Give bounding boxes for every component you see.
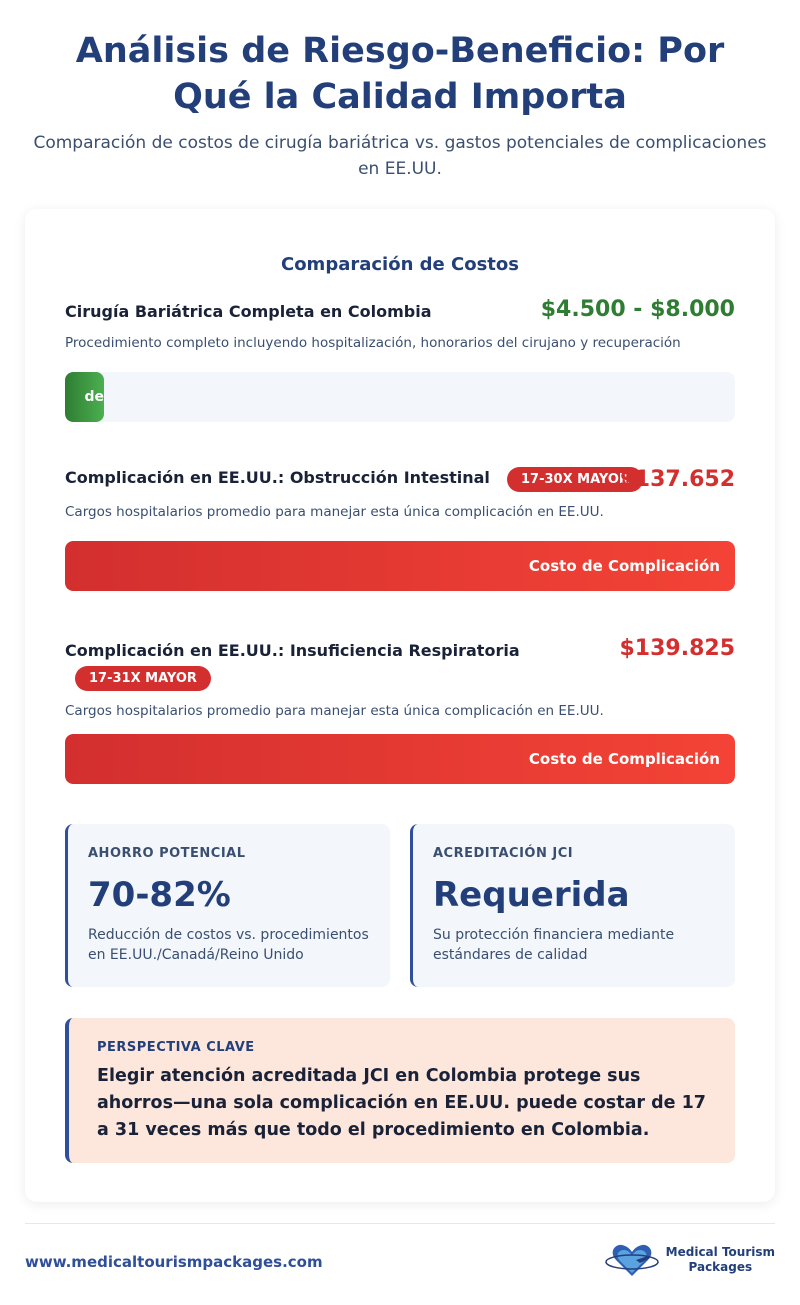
comparison-card	[25, 209, 775, 1202]
item-label: Complicación en EE.UU.: Insuficiencia Respiratoria	[65, 641, 520, 660]
page-title: Análisis de Riesgo-Beneficio: Por Qué la Calidad Importa	[75, 31, 725, 117]
stat-desc: Reducción de costos vs. procedimientos en EE.UU./Canadá/Reino Unido	[88, 927, 369, 963]
logo-line-2: Packages	[688, 1260, 753, 1274]
item-value: $139.825	[619, 636, 735, 661]
stat-key: AHORRO POTENCIAL	[88, 846, 246, 861]
heart-plane-icon	[604, 1240, 660, 1280]
logo-line-1: Medical Tourism	[665, 1245, 775, 1259]
multiplier-badge: 17-31X MAYOR	[75, 666, 211, 691]
brand-logo	[604, 1240, 775, 1280]
item-desc: Cargos hospitalarios promedio para manejar esta única complicación en EE.UU.	[65, 504, 604, 520]
insight-text: Elegir atención acreditada JCI en Colombia protege sus ahorros—una sola complicación en EE.UU. puede costar de 17 a 31 veces más que todo el procedimiento en Colombia.	[97, 1066, 706, 1140]
website-link[interactable]: www.medicaltourismpackages.com	[25, 1253, 323, 1271]
item-label: Cirugía Bariátrica Completa en Colombia	[65, 302, 432, 321]
footer-divider	[25, 1223, 775, 1224]
stat-value: Requerida	[433, 875, 630, 915]
cost-bar-track	[65, 541, 735, 591]
item-value: $137.652	[619, 467, 735, 492]
section-title: Comparación de Costos	[280, 254, 519, 275]
cost-bar-track	[65, 734, 735, 784]
stat-desc: Su protección financiera mediante estándares de calidad	[433, 927, 675, 963]
stat-jci	[410, 824, 735, 987]
cost-bar-respiratory: Costo de Complicación	[65, 734, 735, 784]
stat-value: 70-82%	[88, 875, 231, 915]
cost-item-obstruction	[65, 467, 735, 520]
item-desc: Cargos hospitalarios promedio para manejar esta única complicación en EE.UU.	[65, 703, 604, 719]
cost-item-respiratory	[65, 636, 735, 719]
item-desc: Procedimiento completo incluyendo hospitalización, honorarios del cirujano y recuperación	[65, 335, 681, 351]
cost-bar-colombia: de	[65, 372, 104, 422]
item-value: $4.500 - $8.000	[540, 297, 735, 322]
stat-key: ACREDITACIÓN JCI	[433, 846, 574, 861]
item-label: Complicación en EE.UU.: Obstrucción Intestinal	[65, 468, 490, 487]
multiplier-badge: 17-30X MAYOR	[507, 467, 643, 492]
key-insight	[65, 1018, 735, 1163]
page-subtitle: Comparación de costos de cirugía bariátrica vs. gastos potenciales de complicaciones en EE.UU.	[33, 133, 767, 179]
cost-bar-track	[65, 372, 735, 422]
stat-savings	[65, 824, 390, 987]
cost-item-colombia	[65, 297, 735, 351]
insight-key: PERSPECTIVA CLAVE	[97, 1040, 255, 1055]
cost-bar-obstruction: Costo de Complicación	[65, 541, 735, 591]
